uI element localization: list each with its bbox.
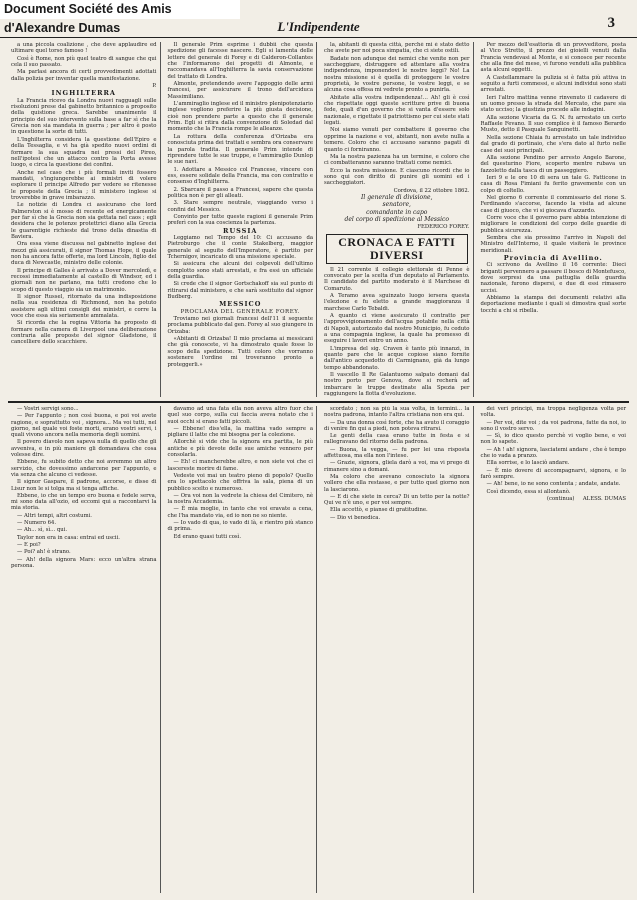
paragraph: — Dio vi benedica. — [330, 514, 381, 521]
paragraph: La rottura della conferenza d'Orizaba era conosciuta prima dei trattati e sembra ora conservare la parola tradita. Il generale Prim intende di riprendere tutte le sue truppe, e l'ammiraglio Dunlop le sue navi. — [167, 133, 313, 166]
paragraph: — Io vado di qua, io vado di là, e rientro più stanco di prima. — [167, 520, 313, 533]
signature-line: del corpo di spedizione al Messico — [344, 215, 449, 223]
paragraph: 1. Adottare a Messico col Francese, vincere con ess, essere solidale della Francia, ma con contratto e consenso d'Inghilterra. — [167, 166, 313, 186]
paragraph: — Per l'appunto ; non così buona, e poi voi avete ragione, e soprattutto voi , signora... Ma voi tutti, nel giorno, nel quale voi foste morti, erano vostri servi, i quali vivono ancora nella memoria degli uomini. — [11, 413, 157, 439]
signature-line: Il generale di divisione, — [361, 193, 433, 201]
paragraph: Nella sezione Chiaia fu arrestato un tale individuo dal grado di portinaio, che s'era dato al furto nelle case dei suoi principali. — [480, 134, 626, 154]
paragraph: Le notizie di Londra ci assicurano che lord Palmerston si è mosso di recente ed energicamente per far sì che la Grecia non sia gettata nel caos ; egli desidera che le potenze protettrici diano alla Grecia le guarentigie richieste dal trono della dinastia di Baviera. — [11, 202, 157, 240]
news-columns — [8, 42, 629, 397]
paragraph: Per mezzo dell'esattoria di un provveditore, posta al Vico Stretto, il prezzo dei gioielli venuti dalla Francia vendevasi al Monte, e si conosce per recente che alla fine del mese, vi furono venduti alla pubblica asta alcuni oggetti. — [480, 42, 626, 74]
signature: P. — [152, 83, 157, 90]
paragraph: Ebbene, io che un tempo ero buona e fedele serva, mi sono data all'ozio, ed eccomi qui a raccontarvi la mia storia. — [11, 492, 157, 512]
paragraph: — Vostri servigi sono... — [17, 406, 79, 412]
paragraph: Ci scrivono da Avellino il 16 corrente: Dieci briganti pervennero a passare il bosco di Montefusco, dove sorpresi da una pattuglia della guardia nazionale, furono dispersi, e due di essi rimasero uccisi. — [480, 262, 626, 294]
section-heading-avellino: Provincia di Avellino. — [503, 254, 603, 262]
feuilleton-columns — [8, 406, 629, 893]
section-heading-inghilterra: INGHILTERRA — [51, 89, 116, 98]
column-2 — [165, 42, 318, 397]
paragraph: Abbiamo la stampa dei documenti relativi alla deportazione mediante i quali si dimostra qual sorte tocchi a chi si ribella. — [480, 295, 626, 314]
subheading: PROCLAMA DEL GENERALE FOREY. — [180, 308, 300, 315]
paragraph: Ella accettò, e pianse di gratitudine. — [330, 507, 428, 514]
paragraph: — Poi? ah! è strano. — [17, 549, 71, 556]
paragraph: Ecco la nostra missione. E ciascuno ricordi che io sono qui con diritto di punire gli uomini ed i saccheggiatori. — [324, 167, 470, 187]
paragraph: Si assicura che alcuni dei colpevoli dell'ultimo complotto sono stati arrestati, e fra essi un ufficiale della guardia. — [167, 261, 313, 281]
paragraph: L'Inghilterra considera la questione dell'Epiro e della Tessaglia, e vi ha già spedito nuovi ordini di formare la sua squadra nei pressi del Pireo, nell'ipotesi che un attacco contro la Porta avesse luogo, e circa la questione dei confini. — [11, 136, 157, 169]
paragraph: Ora essa viene discussa nel gabinetto inglese dei mezzi già assicurati, il signor Thomas Hope, il quale non ha ancora fatte offerte, ma lord Lincoln, figlio del duca di Newcastle, ministro delle colonie. — [11, 241, 157, 267]
paragraph: Convinto per tutte queste ragioni il generale Prim preferì con la sua coscienza la partenza. — [167, 213, 313, 227]
paragraph: Ed erano quasi tutti così. — [173, 533, 242, 540]
paragraph: Abitate alla vostra indipendenza!... Ah! gli è così che rispettate oggi queste scritture prive di buona fede, quali d'un governo che si vanta d'essere solo nazionale, e rigettate il patriottismo per cui siete stati legati. — [324, 94, 470, 127]
paragraph: — Ah... sì, sì... qui. — [17, 527, 68, 534]
paragraph: Il signor Gaspare, il padrone, accorse, e disse di Lisur non le si tolga ma si tenga affiche. — [11, 479, 157, 492]
paragraph: La Francia ricevo da Londra nuovi ragguagli sulle risoluzioni prese dal gabinetto britannico a proposito della quistione greca. Sarebbe unanimente il principio del suo intervento sulla base a far sì che la Grecia non sia mandata in guerra ; per altro è posto in questione la sorte di tutti. — [11, 97, 157, 136]
feuilleton-column-3 — [321, 406, 474, 893]
paragraph: — Eh! ci mancherebbe altro, e non siete voi che ci lascereste morire di fame. — [167, 459, 313, 472]
paragraph: — Sì, io dico questo perchè vi voglio bene, e voi non lo sapete. — [480, 433, 626, 446]
paragraph: Allorchè si vide che la signora era partita, le più antiche e più devote delle sue amiche vennero per consolarla. — [167, 439, 313, 459]
paragraph: Ma coloro che avevano conosciuto la signora vollero che ella restasse, e per tutto quel giorno non la lasciarono. — [324, 473, 470, 493]
paragraph: — Altri tempi, altri costumi. — [17, 512, 92, 519]
paragraph: Sembra che sia prossimo l'arrivo in Napoli del Ministro dell'Interno, il quale visiterà le province meridionali. — [480, 234, 626, 254]
paragraph: Troviamo nei giornali francesi dell'11 il seguente proclama pubblicato dal gen. Forey al suo giungere in Orizaba: — [167, 316, 313, 335]
paragraph: Ieri l'altro mattina venne rinvenuto il cadavere di un uomo presso la strada del Mercato, che pare sia stato ucciso; la giustizia procede alle indagini. — [480, 94, 626, 114]
paragraph: L'impresa del sig. Craven è tanto più innanzi, in quanto pare che le acque copiose siano fornite dall'antico acquedotto di Carmignano, già da lungo tempo abbandonato. — [324, 345, 470, 371]
paragraph: Il signor Russel, ritornato da una indisposizione nella sua residenza di Richmond, non ha potuto assistere agli ultimi consigli dei ministri, e corre la voce che essa sia seriamente ammalata. — [11, 294, 157, 320]
paragraph: Il vascello Il Re Galantuomo salpato domani dal nostro porto per Genova, dove si recherà ad imbarcare le truppe destinate alla Spezia per raggiungere la flotta d'evoluzione. — [324, 372, 470, 397]
place-date: Cordova, il 22 ottobre 1862. — [393, 187, 470, 194]
paragraph: — Ebbene! diss'ella, la mattina vado sempre a pigliare il latte che mi bisogna per la colezione. — [167, 425, 313, 439]
paragraph: Il principe di Galles è arrivato a Dover mercoledì, e recossi immediatamente al castello di Windsor, ed i giornali non ne parlano, ma tutti credono che lo scopo di questo viaggio sia un matrimonio. — [11, 267, 157, 293]
paragraph: davamo ad una fata ella non aveva altro fuor che quel suo corpo, sulla cui faccia aveva notato che i suoi occhi si erano fatti piccoli. — [167, 406, 313, 425]
cronaca-heading: CRONACA E FATTI DIVERSI — [326, 234, 468, 264]
paragraph: — Ah! bene, io ne sono contenta ; andate, andate. — [486, 481, 621, 488]
newspaper-title: L'Indipendente — [277, 19, 360, 34]
paragraph: Si crede che il signor Gortschakoff sia sul punto di ritirarsi dal ministero, e che sarà sostituito dal signor Budberg. — [167, 281, 313, 301]
paragraph: «Abitanti di Orizaba! Il mio proclama ai messicani che già conoscete, vi ha dimostrato quale fosse lo scopo della spedizione. Tutti coloro che vorranno sostenere l'ordine mi troveranno pronto a proteggerli.» — [167, 336, 313, 368]
signature-name: FEDERICO FOREY. — [417, 224, 470, 231]
paragraph: la, abitanti di questa città, perchè mi è stato detto che avete per noi poca simpatia, che ci siete ostili. — [324, 42, 470, 55]
paragraph: Ma parlasi ancora di certi provvedimenti adottati dalla polizia per inventar quella manifestazione. — [11, 69, 157, 82]
paragraph: Ebbene, fu subito detto che noi avremmo un altro servizio, che dovessimo andarcene per l'appunto, e via senza che alcuno ci vedesse. — [11, 459, 157, 478]
paragraph: Il 21 corrente il collegio elettorale di Penne è convocato per la scelta d'un deputato al Parlamento. Il candidato del partito moderato è il Marchese di Comaruto. — [324, 266, 470, 292]
paragraph: Ella sorrise, e lo lasciò andare. — [486, 460, 570, 467]
paragraph: 2. Sbarcare il passo a Francesi, sapere che questa politica non è per gli alleati. — [167, 186, 313, 199]
paragraph: — Da una donna così forte, che ha avuto il coraggio di venire fin qui a piedi, non poteva ritrarsi. — [324, 419, 470, 432]
paragraph: Così dicendo, essa si allontanò. — [486, 488, 571, 495]
signature-line: comandante in capo — [366, 208, 428, 216]
feuilleton-footer — [481, 496, 627, 502]
feuilleton-column-4 — [478, 406, 630, 893]
paragraph: Badate non adunque dei nemici che venite non per saccheggiare, distruggere ed attentare alla vostra indipendenza, imponendovi le nostre leggi? No! La nostra missione si è quella di proteggere le vostre proprietà, le vostre persone, le vostre leggi, e se alcuna cosa offesa mi vedrete pronto a punirla. — [324, 55, 470, 94]
source-banner: Document Société des Amis d'Alexandre Dumas — [0, 0, 240, 19]
paragraph: Vedeste voi mai un teatro pieno di popolo? Quello era lo spettacolo che offriva la sala, piena di un pubblico scelto e numeroso. — [167, 472, 313, 492]
paragraph: — Buona, la vegga, — fu per lei una risposta affettuosa, ma ella non l'intese. — [324, 446, 470, 460]
author-name: ALESS. DUMAS — [582, 495, 626, 502]
feuilleton-divider — [8, 401, 629, 403]
paragraph: 3. Stare sempre neutrale, viaggiando verso i confini del Messico. — [167, 200, 313, 213]
paragraph: A quanto ci viene assicurato il contratto per l'approvvigionamento dell'acqua potabile nella città di Napoli, autorizzato dal nostro Municipio, fu ceduto a una compagnia inglese, la quale ha promesso di eseguire i lavori entro un anno. — [324, 313, 470, 345]
feuilleton-column-2 — [165, 406, 318, 893]
paragraph: dei veri principi, ma troppa negligenza volta per volta. — [480, 406, 626, 419]
paragraph: Noi siamo venuti per combattere il governo che opprime la nazione e voi, abitanti, non avete nulla a temere. Coloro che ci accusano saranno pagati di quanto ci forniranno. — [324, 127, 470, 153]
paragraph: — E poi? — [17, 541, 41, 548]
feuilleton-column-1 — [8, 406, 161, 893]
paragraph: A Teramo avea sguinzato luogo iersera questa l'elezione e fu eletto a grande maggioranza il marchese Carlo Tebaldi. — [324, 293, 470, 312]
continua-label: (continua) — [546, 495, 575, 502]
paragraph: Anche nel caso che i più formali inviti fossero mandati, s'ingiungerebbe ai ministri di volere esplorare il principe Alfredo per vedere se ritenesse le proposte della Grecia ; il ministero inglese si troverebbe in grave imbarazzo. — [11, 169, 157, 201]
paragraph: — Per voi, dite voi ; da voi padrona, fatte da noi, io sono il vostro servo. — [480, 419, 626, 432]
paragraph: Così è Rome, non più quel teatro di sangue che qui cela il suo passato. — [11, 55, 157, 69]
paragraph: Alla sezione Vicaria da G. N. fu arrestato un certo Raffaele Fevano. Il suo complice è il famoso Berardo Musto, detto il Pasquale Sanguinetti. — [480, 114, 626, 134]
paragraph: — Ah ! ah! signora, lasciatemi andare , che è tempo che io vada a pranzo. — [480, 446, 626, 460]
section-heading-messico: MESSICO — [219, 300, 262, 309]
page-number: 3 — [607, 15, 615, 31]
paragraph: Ma la nostra pazienza ha un termine, e coloro che ci combatteranno saranno trattati come nemici. — [324, 153, 470, 167]
paragraph: Le genti della casa erano tutte in festa e si rallegravano del ritorno della padrona. — [324, 433, 470, 446]
paragraph: — È mio dovere di accompagnarvi, signora, e lo farò sempre. — [480, 467, 626, 480]
paragraph: Almonte, pretendendo avere l'appoggio delle armi francesi, per assicurare il trono dell'arciduca Massimiliano. — [167, 81, 313, 100]
paragraph: — Grazie, signora, gliela darò a voi, ma vi prego di rimanere sino a domani. — [324, 460, 470, 473]
paragraph: — Ah! della signora Mars: ecco un'altra strana persona. — [11, 556, 157, 569]
column-4 — [478, 42, 630, 397]
paragraph: L'ammiraglio inglese ed il ministro plenipotenziario inglese vogliono preferire la più giusta decisione, cioè non prendere parte a questo che il generale Prim. Egli si ritira dalla convenzione di Soledad dal momento che la Francia rompe le alleanze. — [167, 101, 313, 133]
column-3 — [321, 42, 474, 397]
paragraph: Nel giorno 6 corrente il commissario del rione S. Ferdinando s'accorse, facendo la visita ad alcune case di giuoco, che vi si giocava d'azzardo. — [480, 194, 626, 214]
paragraph: Si ricorda che la regina Vittoria ha proposto di formare nella camera di Liverpool una deliberazione contraria alle proposte del signor Gladstone, il cancelliere dello scacchiere. — [11, 320, 157, 346]
column-1 — [8, 42, 161, 397]
paragraph: scordato ; non sa più la sua volta, in termini... la nostra padrona, intanto l'altra cristiana non era qui. — [324, 406, 470, 419]
paragraph: — E di che siete in cerca? Di un tetto per la notte? Qui ve n'è uno, e per voi sempre. — [324, 493, 470, 507]
paragraph: Ieri 9 e le ore 10 di sera un tale G. Fatticone in casa di Rosa Fimiani fu ferito gravemente con un colpo di coltello. — [480, 174, 626, 194]
paragraph: Il povero diavolo non sapeva nulla di quello che gli avveniva, e in più maniere gli domandava che cosa volesse dire. — [11, 439, 157, 459]
paragraph: a una piccola coalizione , che deve applaudire ed ultimare quel torso famoso ! — [11, 42, 157, 55]
paragraph: A Castellammare la pulizia si è fatta più attiva in seguito a furti commessi, e alcuni individui sono stati arrestati. — [480, 74, 626, 94]
section-heading-russia: RUSSIA — [223, 226, 258, 235]
paragraph: — È mia moglie, in tanto che voi eravate a cena, che l'ha mandato via, ed io non ne so niente. — [167, 506, 313, 519]
signature-line: senatore, — [382, 201, 411, 209]
paragraph: Corre voce che il governo pare abbia intenzione di migliorare le condizioni del corpo delle guardie di pubblica sicurezza. — [480, 214, 626, 234]
paragraph: — Numero 64. — [17, 520, 57, 527]
paragraph: Alla sezione Pendino per arresto Angelo Barone, del questurino Fiore, scoperto mentre rubava un fazzoletto dalla tasca di un passeggiero. — [480, 154, 626, 174]
paragraph: Il generale Prim esprime i dubbii che questa spedizione gli facesse nascere. Egli si lamenta delle lettere del generale di Forey e di Calderon-Collantes che l'informarono dei progetti di Almonte, e raccomandava all'Inghilterra la savia conservazione del trattato di Londra. — [167, 42, 313, 80]
paragraph: Leggiamo nel Tempo del 10: Ci accusano da Pietroburgo che il conte Stakelberg, maggior generale al seguito dell'Imperatore, è partito per Tchernigov, incaricato di una missione speciale. — [167, 234, 313, 260]
paragraph: — Ora voi non la vedrete la chiesa del Cimitero, nè la nostra Accademia. — [167, 492, 313, 506]
paragraph: Taylor non era in casa: entrai ed uscii. — [17, 534, 120, 541]
